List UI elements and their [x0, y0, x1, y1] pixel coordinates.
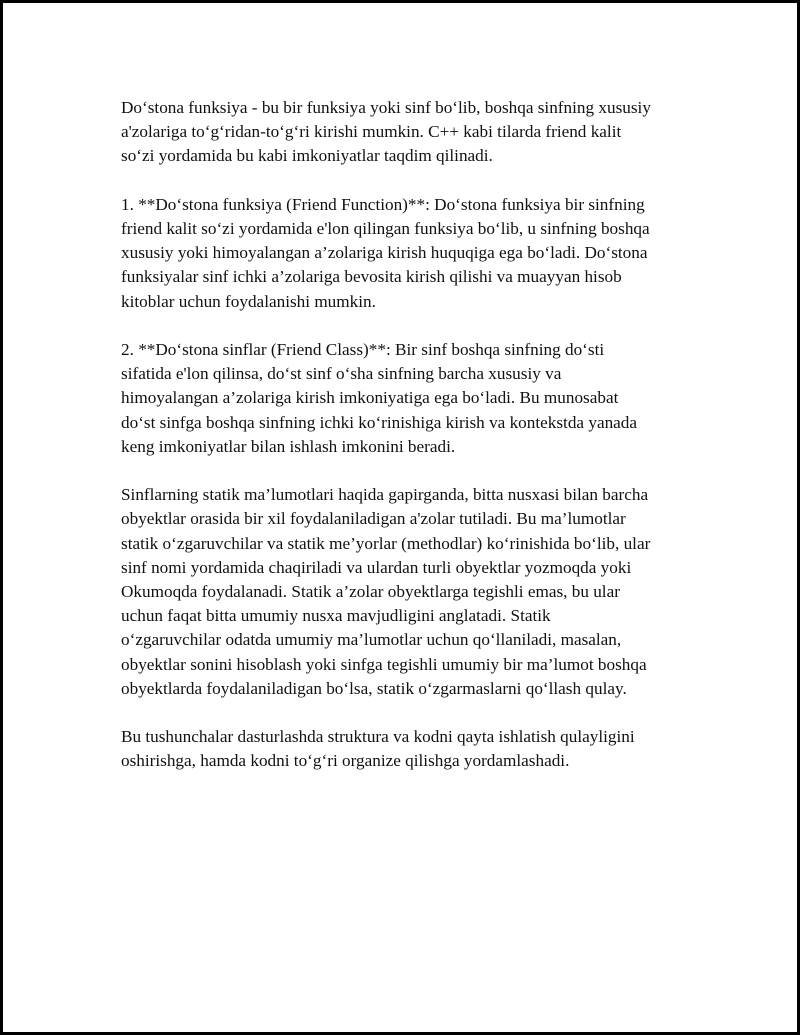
document-body — [121, 96, 701, 798]
paragraph-friend-function: 1. **Do‘stona funksiya (Friend Function)**: Do‘stona funksiya bir sinfning friend kalit so‘zi yordamida e'lon qilingan funksiya bo‘lib, u sinfning boshqa xususiy yoki himoyalangan a’zolariga kirish huquqiga ega bo‘ladi. Do‘stona funksiyalar sinf ichki a’zolariga bevosita kirish qilishi va muayyan hisob kitoblar uchun foydalanishi mumkin. — [121, 194, 650, 311]
paragraph-intro: Do‘stona funksiya - bu bir funksiya yoki sinf bo‘lib, boshqa sinfning xususiy a'zolariga to‘g‘ridan-to‘g‘ri kirishi mumkin. C++ kabi tilarda friend kalit so‘zi yordamida bu kabi imkoniyatlar taqdim qilinadi. — [121, 98, 651, 166]
paragraph-static-members: Sinflarning statik ma’lumotlari haqida gapirganda, bitta nusxasi bilan barcha obyektlar orasida bir xil foydalaniladigan a'zolar tutiladi. Bu ma’lumotlar statik o‘zgaruvchilar va statik me’yorlar (methodlar) ko‘rinishida bo‘lib, ular sinf nomi yordamida chaqiriladi va ulardan turli obyektlar yozmoqda yoki Okumoqda foydalanadi. Statik a’zolar obyektlarga tegishli emas, bu ular uchun faqat bitta umumiy nusxa mavjudligini anglatadi. Statik o‘zgaruvchilar odatda umumiy ma’lumotlar uchun qo‘llaniladi, masalan, obyektlar sonini hisoblash yoki sinfga tegishli umumiy bir ma’lumot boshqa obyektlarda foydalaniladigan bo‘lsa, statik o‘zgarmaslarni qo‘llash qulay. — [121, 485, 651, 698]
paragraph-conclusion: Bu tushunchalar dasturlashda struktura va kodni qayta ishlatish qulayligini oshirishga, hamda kodni to‘g‘ri organize qilishga yordamlashadi. — [121, 727, 635, 771]
paragraph-friend-class: 2. **Do‘stona sinflar (Friend Class)**: Bir sinf boshqa sinfning do‘sti sifatida e'lon qilinsa, do‘st sinf o‘sha sinfning barcha xususiy va himoyalangan a’zolariga kirish imkoniyatiga ega bo‘ladi. Bu munosabat do‘st sinfga boshqa sinfning ichki ko‘rinishiga kirish va kontekstda yanada keng imkoniyatlar bilan ishlash imkonini beradi. — [121, 340, 638, 456]
